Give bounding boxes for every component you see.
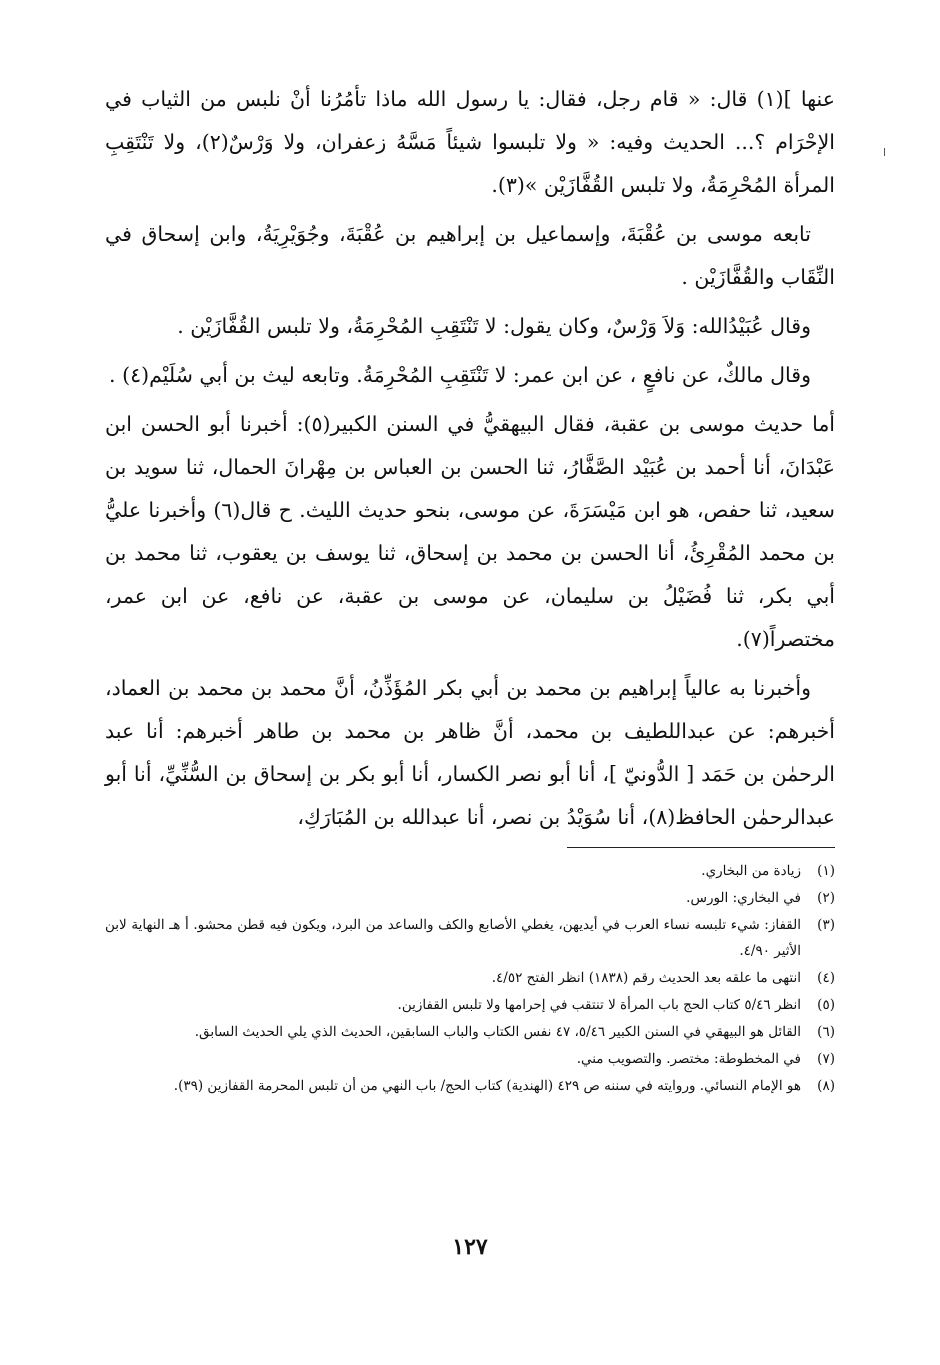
paragraph-5: أما حديث موسى بن عقبة، فقال البيهقيُّ في السنن الكبير(٥): أخبرنا أبو الحسن ابن عَبْدَانَ، أنا أحمد بن عُبَيْد الصَّفَّارُ، ثنا الحسن بن العباس بن مِهْرانَ الحمال، ثنا سويد بن سعيد، ثنا حفص، هو ابن مَيْسَرَةَ، عن موسى، بنحو حديث الليث. ح قال(٦) وأخبرنا عليُّ بن محمد المُقْرِئُ، أنا الحسن بن محمد بن إسحاق، ثنا يوسف بن يعقوب، ثنا محمد بن أبي بكر، ثنا فُضَيْلُ بن سليمان، عن موسى بن عقبة، عن نافع، عن ابن عمر، مختصراً(٧). xyxy=(105,412,836,651)
footnote-6 xyxy=(105,1019,835,1045)
paragraph-1: عنها ](١) قال: « قام رجل، فقال: يا رسول الله ماذا تأمُرُنا أنْ نلبس من الثياب في الإحْرَام ؟... الحديث وفيه: « ولا تلبسوا شيئاً مَسَّهُ زعفران، ولا وَرْسٌ(٢)، ولا تَنْتَقِبِ المرأة المُحْرِمَةُ، ولا تلبس القُفَّازَيْن »(٣). xyxy=(105,87,835,197)
footnote-number: (٨) xyxy=(817,1078,835,1094)
footnote-text: القائل هو البيهقي في السنن الكبير ٥/٤٦، ٤٧ نفس الكتاب والباب السابقين، الحديث الذي يلي الحديث السابق. xyxy=(194,1024,801,1040)
paragraph-2: تابعه موسى بن عُقْبَةَ، وإسماعيل بن إبراهيم بن عُقْبَةَ، وجُوَيْرِيَةُ، وابن إسحاق في النِّقَاب والقُفَّازَيْن . xyxy=(105,222,835,289)
footnote-text: القفاز: شيء تلبسه نساء العرب في أيديهن، يغطي الأصابع والكف والساعد من البرد، ويكون فيه قطن محشو. أ هـ النهاية لابن الأثير ٤/٩٠. xyxy=(105,917,801,959)
footnote-text: انتهى ما علقه بعد الحديث رقم (١٨٣٨) انظر الفتح ٤/٥٢. xyxy=(491,970,801,986)
footnote-number: (٦) xyxy=(817,1024,835,1040)
footnote-text: انظر ٥/٤٦ كتاب الحج باب المرأة لا تنتقب في إحرامها ولا تلبس القفازين. xyxy=(397,997,801,1013)
footnote-number: (٣) xyxy=(817,917,835,933)
footnote-7 xyxy=(105,1046,835,1072)
footnote-4 xyxy=(105,965,835,991)
footnote-1 xyxy=(105,858,835,884)
footnote-separator xyxy=(567,847,835,848)
footnote-3 xyxy=(105,912,835,964)
page-number: ١٢٧ xyxy=(452,1234,488,1260)
footnote-8 xyxy=(105,1073,835,1099)
page-content xyxy=(105,78,835,1100)
footnote-2 xyxy=(105,885,835,911)
paragraph-4: وقال مالكٌ، عن نافعٍ ، عن ابن عمر: لا تَنْتَقِبِ المُحْرِمَةُ. وتابعه ليث بن أبي سُلَيْم(٤) . xyxy=(109,363,811,387)
footnote-text: هو الإمام النسائي. وروايته في سننه ص ٤٢٩ (الهندية) كتاب الحج/ باب النهي من أن تلبس المحرمة القفازين (٣٩). xyxy=(173,1078,801,1094)
main-text xyxy=(105,78,835,839)
footnote-text: في المخطوطة: مختصر. والتصويب مني. xyxy=(576,1051,801,1067)
footnote-number: (١) xyxy=(817,863,835,879)
footnote-5 xyxy=(105,992,835,1018)
footnote-number: (٢) xyxy=(817,890,835,906)
paragraph-6: وأخبرنا به عالياً إبراهيم بن محمد بن أبي بكر المُؤَذِّنُ، أنَّ محمد بن محمد بن العماد، أخبرهم: عن عبداللطيف بن محمد، أنَّ ظاهر بن محمد بن طاهر أخبرهم: أنا عبد الرحمٰن بن حَمَد [ الدُّونيّ ]، أنا أبو نصر الكسار، أنا أبو بكر بن إسحاق بن السُّنِّيِّ، أنا أبو عبدالرحمٰن الحافظ(٨)، أنا سُوَيْدُ بن نصر، أنا عبدالله بن المُبَارَكِ، xyxy=(105,676,835,829)
paragraph-3: وقال عُبَيْدُالله: وَلاَ وَرْسٌ، وكان يقول: لا تَنْتَقِبِ المُحْرِمَةُ، ولا تلبس القُفَّازَيْن . xyxy=(177,314,811,338)
margin-mark xyxy=(884,148,885,156)
footnote-text: زيادة من البخاري. xyxy=(701,863,801,879)
footnote-number: (٥) xyxy=(817,997,835,1013)
footnote-text: في البخاري: الورس. xyxy=(686,890,801,906)
footnotes xyxy=(105,858,835,1099)
footnote-number: (٧) xyxy=(817,1051,835,1067)
footnote-number: (٤) xyxy=(817,970,835,986)
